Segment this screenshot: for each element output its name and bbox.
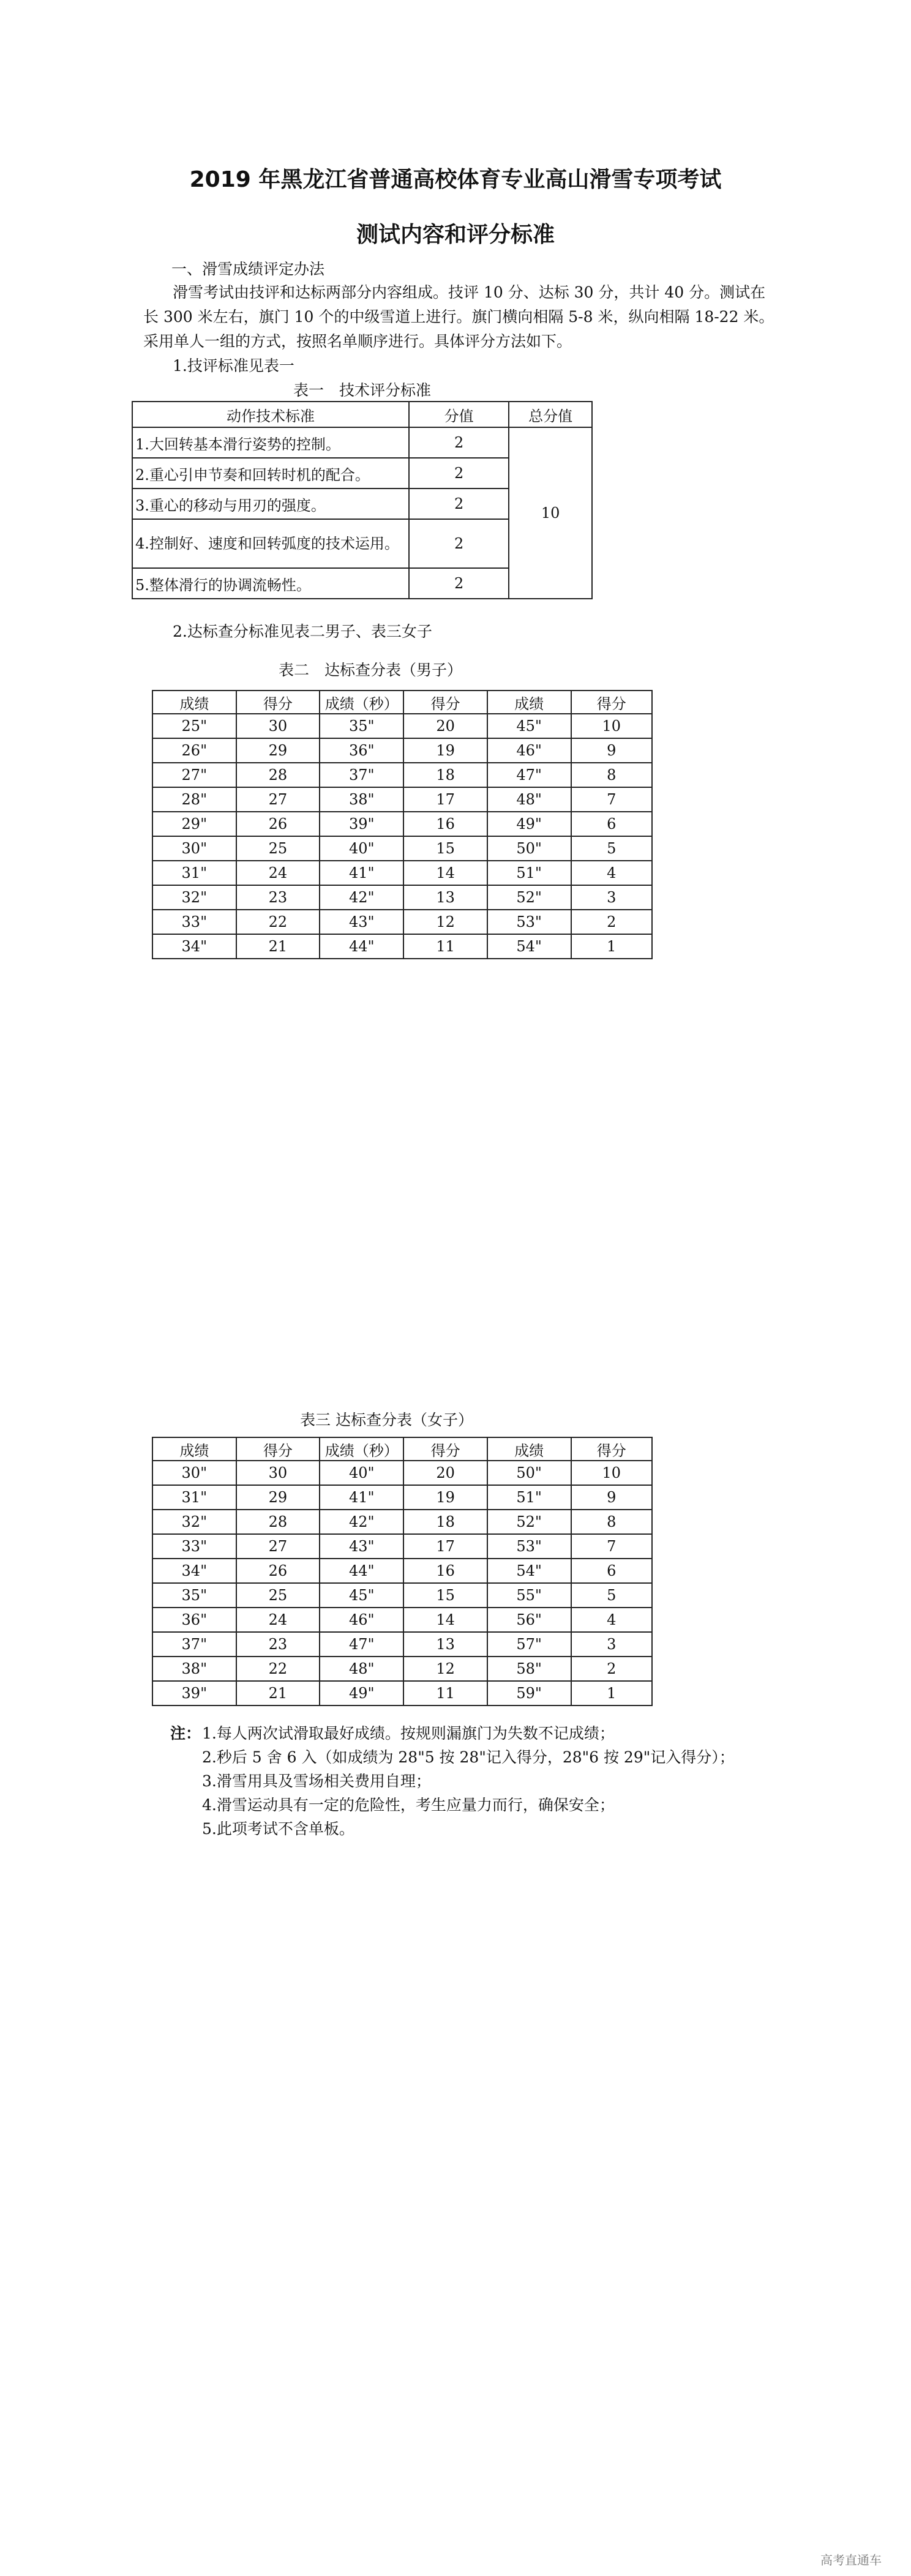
- time-cell: 34": [152, 1559, 236, 1583]
- score-cell: 23: [236, 1632, 320, 1657]
- table-header: 得分: [571, 691, 653, 714]
- score-cell: 20: [403, 714, 487, 738]
- time-cell: 51": [487, 861, 571, 885]
- time-cell: 34": [152, 934, 236, 959]
- note-item: 1.每人两次试滑取最好成绩。按规则漏旗门为失数不记成绩；: [202, 1724, 615, 1742]
- score-cell: 24: [236, 1608, 320, 1632]
- time-cell: 45": [487, 714, 571, 738]
- table-row: [152, 812, 652, 836]
- time-cell: 40": [320, 1461, 403, 1485]
- score-cell: 2: [409, 519, 509, 568]
- time-cell: 47": [487, 763, 571, 787]
- time-cell: 30": [152, 1461, 236, 1485]
- time-cell: 58": [487, 1657, 571, 1681]
- score-cell: 15: [403, 836, 487, 861]
- tech-score-table: [132, 401, 593, 599]
- score-cell: 10: [571, 1461, 653, 1485]
- time-cell: 37": [152, 1632, 236, 1657]
- note-item: 5.此项考试不含单板。: [202, 1820, 354, 1838]
- score-cell: 25: [236, 836, 320, 861]
- time-cell: 42": [320, 885, 403, 910]
- score-cell: 9: [571, 1485, 653, 1510]
- criterion-cell: 4.控制好、速度和回转弧度的技术运用。: [132, 519, 409, 568]
- score-cell: 13: [403, 1632, 487, 1657]
- time-cell: 31": [152, 861, 236, 885]
- table-row: [152, 1608, 652, 1632]
- time-cell: 39": [320, 812, 403, 836]
- table-row: [132, 427, 592, 458]
- time-cell: 36": [152, 1608, 236, 1632]
- table-row: [152, 910, 652, 934]
- table-header: 成绩: [487, 691, 571, 714]
- score-cell: 10: [571, 714, 653, 738]
- score-cell: 2: [571, 1657, 653, 1681]
- score-cell: 21: [236, 1681, 320, 1705]
- score-cell: 18: [403, 1510, 487, 1534]
- table-header: 总分值: [509, 402, 592, 427]
- score-cell: 23: [236, 885, 320, 910]
- score-cell: 26: [236, 1559, 320, 1583]
- score-cell: 30: [236, 714, 320, 738]
- score-cell: 2: [409, 568, 509, 599]
- time-cell: 46": [320, 1608, 403, 1632]
- note-item: 2.秒后 5 舍 6 入（如成绩为 28"5 按 28"记入得分，28"6 按 29"记入得分）；: [202, 1748, 735, 1766]
- score-cell: 3: [571, 1632, 653, 1657]
- table-row: [152, 1461, 652, 1485]
- time-cell: 41": [320, 861, 403, 885]
- time-cell: 41": [320, 1485, 403, 1510]
- table-row: [152, 787, 652, 812]
- notes-label: 注：: [170, 1724, 201, 1742]
- paragraph-line: 采用单人一组的方式，按照名单顺序进行。具体评分方法如下。: [143, 332, 572, 350]
- time-cell: 28": [152, 787, 236, 812]
- score-cell: 17: [403, 787, 487, 812]
- time-cell: 49": [320, 1681, 403, 1705]
- score-cell: 3: [571, 885, 653, 910]
- time-cell: 38": [152, 1657, 236, 1681]
- time-cell: 33": [152, 1534, 236, 1559]
- score-cell: 16: [403, 1559, 487, 1583]
- score-cell: 11: [403, 1681, 487, 1705]
- time-cell: 52": [487, 885, 571, 910]
- time-cell: 57": [487, 1632, 571, 1657]
- score-cell: 28: [236, 1510, 320, 1534]
- table1-caption: 表一 技术评分标准: [293, 381, 431, 399]
- time-cell: 44": [320, 1559, 403, 1583]
- score-cell: 21: [236, 934, 320, 959]
- score-cell: 25: [236, 1583, 320, 1608]
- score-cell: 14: [403, 1608, 487, 1632]
- score-cell: 18: [403, 763, 487, 787]
- subheading-standard: 2.达标查分标准见表二男子、表三女子: [173, 623, 432, 640]
- time-cell: 59": [487, 1681, 571, 1705]
- time-cell: 27": [152, 763, 236, 787]
- score-cell: 24: [236, 861, 320, 885]
- total-score-cell: 10: [509, 427, 592, 599]
- time-cell: 33": [152, 910, 236, 934]
- time-cell: 37": [320, 763, 403, 787]
- section-paragraph: [143, 280, 780, 354]
- table-row: [152, 1657, 652, 1681]
- score-cell: 14: [403, 861, 487, 885]
- watermark: 高考直通车: [820, 2553, 882, 2567]
- time-cell: 35": [152, 1583, 236, 1608]
- section-heading: 一、滑雪成绩评定办法: [171, 260, 325, 278]
- paragraph-line: 长 300 米左右，旗门 10 个的中级雪道上进行。旗门横向相隔 5-8 米，纵向相隔 18-22 米。: [143, 308, 774, 326]
- score-cell: 7: [571, 1534, 653, 1559]
- score-cell: 29: [236, 738, 320, 763]
- score-cell: 2: [409, 427, 509, 458]
- table-row: [152, 714, 652, 738]
- table-header: 得分: [403, 691, 487, 714]
- table-row: [152, 1485, 652, 1510]
- table-row: [152, 1510, 652, 1534]
- men-standard-table: [152, 690, 653, 959]
- criterion-cell: 1.大回转基本滑行姿势的控制。: [132, 427, 409, 458]
- time-cell: 45": [320, 1583, 403, 1608]
- table-header: 动作技术标准: [132, 402, 409, 427]
- table-row: [152, 763, 652, 787]
- table-row: [152, 836, 652, 861]
- table-header-row: [152, 1437, 652, 1461]
- time-cell: 52": [487, 1510, 571, 1534]
- score-cell: 4: [571, 861, 653, 885]
- score-cell: 16: [403, 812, 487, 836]
- score-cell: 9: [571, 738, 653, 763]
- criterion-cell: 3.重心的移动与用刃的强度。: [132, 489, 409, 519]
- score-cell: 12: [403, 1657, 487, 1681]
- time-cell: 53": [487, 1534, 571, 1559]
- table-row: [152, 1559, 652, 1583]
- time-cell: 48": [487, 787, 571, 812]
- time-cell: 32": [152, 885, 236, 910]
- note-item: 3.滑雪用具及雪场相关费用自理；: [202, 1772, 431, 1790]
- subheading-tech-eval: 1.技评标准见表一: [173, 357, 294, 375]
- table-row: [152, 1534, 652, 1559]
- time-cell: 29": [152, 812, 236, 836]
- score-cell: 1: [571, 1681, 653, 1705]
- table3-caption: 表三 达标查分表（女子）: [300, 1411, 473, 1429]
- table-header-row: [132, 402, 592, 427]
- score-cell: 4: [571, 1608, 653, 1632]
- score-cell: 8: [571, 763, 653, 787]
- time-cell: 54": [487, 1559, 571, 1583]
- document-title: 2019 年黑龙江省普通高校体育专业高山滑雪专项考试: [189, 167, 722, 192]
- time-cell: 54": [487, 934, 571, 959]
- criterion-cell: 5.整体滑行的协调流畅性。: [132, 568, 409, 599]
- score-cell: 22: [236, 910, 320, 934]
- time-cell: 53": [487, 910, 571, 934]
- score-cell: 5: [571, 836, 653, 861]
- time-cell: 32": [152, 1510, 236, 1534]
- time-cell: 47": [320, 1632, 403, 1657]
- table-header: 成绩: [152, 1437, 236, 1461]
- table-row: [152, 738, 652, 763]
- note-item: 4.滑雪运动具有一定的危险性，考生应量力而行，确保安全；: [202, 1796, 615, 1814]
- score-cell: 8: [571, 1510, 653, 1534]
- time-cell: 35": [320, 714, 403, 738]
- score-cell: 20: [403, 1461, 487, 1485]
- time-cell: 40": [320, 836, 403, 861]
- table-header: 成绩（秒）: [320, 1437, 403, 1461]
- time-cell: 43": [320, 1534, 403, 1559]
- score-cell: 2: [571, 910, 653, 934]
- table-header: 得分: [236, 691, 320, 714]
- time-cell: 38": [320, 787, 403, 812]
- score-cell: 11: [403, 934, 487, 959]
- table-header: 成绩: [152, 691, 236, 714]
- table-header: 得分: [571, 1437, 653, 1461]
- time-cell: 30": [152, 836, 236, 861]
- time-cell: 36": [320, 738, 403, 763]
- women-standard-table: [152, 1437, 653, 1706]
- score-cell: 27: [236, 1534, 320, 1559]
- time-cell: 25": [152, 714, 236, 738]
- score-cell: 30: [236, 1461, 320, 1485]
- table-row: [152, 885, 652, 910]
- table-row: [152, 1681, 652, 1705]
- time-cell: 26": [152, 738, 236, 763]
- time-cell: 31": [152, 1485, 236, 1510]
- score-cell: 2: [409, 489, 509, 519]
- score-cell: 19: [403, 738, 487, 763]
- score-cell: 17: [403, 1534, 487, 1559]
- score-cell: 29: [236, 1485, 320, 1510]
- time-cell: 44": [320, 934, 403, 959]
- time-cell: 55": [487, 1583, 571, 1608]
- time-cell: 48": [320, 1657, 403, 1681]
- time-cell: 56": [487, 1608, 571, 1632]
- time-cell: 51": [487, 1485, 571, 1510]
- table-row: [152, 1583, 652, 1608]
- time-cell: 50": [487, 836, 571, 861]
- score-cell: 5: [571, 1583, 653, 1608]
- table2-caption: 表二 达标查分表（男子）: [279, 661, 463, 679]
- time-cell: 50": [487, 1461, 571, 1485]
- time-cell: 46": [487, 738, 571, 763]
- table-header: 成绩（秒）: [320, 691, 403, 714]
- time-cell: 49": [487, 812, 571, 836]
- score-cell: 12: [403, 910, 487, 934]
- table-header-row: [152, 691, 652, 714]
- table-header: 得分: [403, 1437, 487, 1461]
- table-header: 分值: [409, 402, 509, 427]
- paragraph-line: 滑雪考试由技评和达标两部分内容组成。技评 10 分、达标 30 分，共计 40 分。测试在: [173, 283, 766, 301]
- criterion-cell: 2.重心引申节奏和回转时机的配合。: [132, 458, 409, 489]
- score-cell: 26: [236, 812, 320, 836]
- score-cell: 6: [571, 812, 653, 836]
- score-cell: 22: [236, 1657, 320, 1681]
- score-cell: 7: [571, 787, 653, 812]
- score-cell: 28: [236, 763, 320, 787]
- score-cell: 6: [571, 1559, 653, 1583]
- time-cell: 43": [320, 910, 403, 934]
- table-header: 得分: [236, 1437, 320, 1461]
- table-header: 成绩: [487, 1437, 571, 1461]
- time-cell: 39": [152, 1681, 236, 1705]
- table-row: [152, 861, 652, 885]
- score-cell: 27: [236, 787, 320, 812]
- document-subtitle: 测试内容和评分标准: [356, 222, 555, 247]
- time-cell: 42": [320, 1510, 403, 1534]
- table-row: [152, 1632, 652, 1657]
- table-row: [152, 934, 652, 959]
- score-cell: 2: [409, 458, 509, 489]
- score-cell: 1: [571, 934, 653, 959]
- notes-list: [202, 1721, 735, 1841]
- score-cell: 15: [403, 1583, 487, 1608]
- score-cell: 13: [403, 885, 487, 910]
- score-cell: 19: [403, 1485, 487, 1510]
